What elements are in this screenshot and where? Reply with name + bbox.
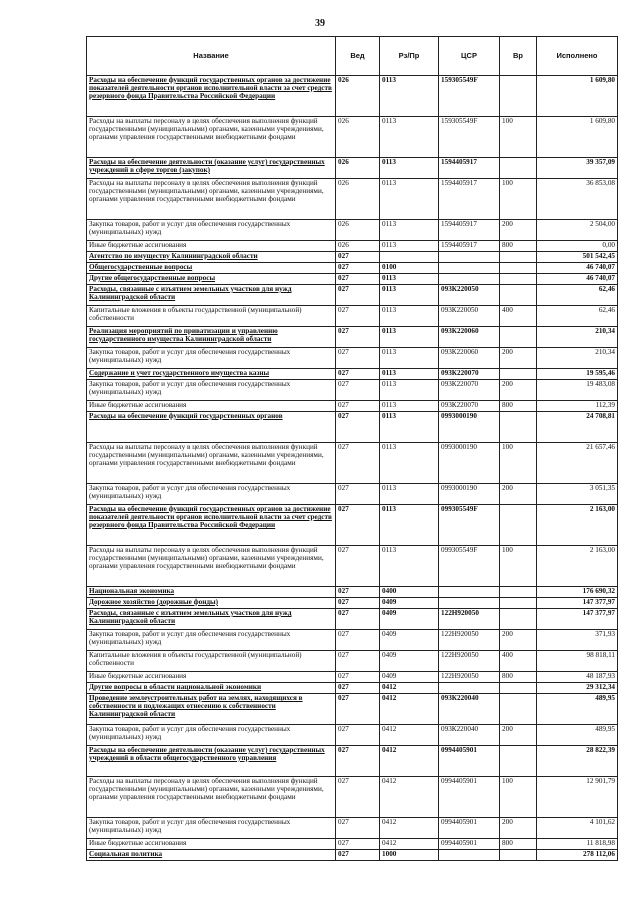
row-csr: 093К220040 xyxy=(439,725,500,746)
row-csr: 1594405917 xyxy=(439,179,500,220)
row-vr: 100 xyxy=(500,179,537,220)
row-name: Расходы на обеспечение функций государственных органов за достижение показателей деятельности органов исполнительной власти за счет средств резервного фонда Правительства Российской Федерации xyxy=(87,505,336,546)
header-amount: Исполнено xyxy=(537,37,618,76)
row-ved: 027 xyxy=(336,839,380,850)
row-ved: 027 xyxy=(336,746,380,777)
row-csr: 159305549F xyxy=(439,76,500,117)
row-ved: 027 xyxy=(336,777,380,818)
row-csr xyxy=(439,598,500,609)
row-name: Расходы на обеспечение деятельности (оказание услуг) государственных учреждений в сфере торгов (закупок) xyxy=(87,158,336,179)
row-name: Закупка товаров, работ и услуг для обеспечения государственных (муниципальных) нужд xyxy=(87,220,336,241)
row-rz: 0400 xyxy=(380,587,439,598)
table-row xyxy=(87,220,618,241)
row-vr xyxy=(500,598,537,609)
row-vr xyxy=(500,746,537,777)
row-rz: 0412 xyxy=(380,777,439,818)
row-amount: 210,34 xyxy=(537,348,618,369)
row-name: Закупка товаров, работ и услуг для обеспечения государственных (муниципальных) нужд xyxy=(87,380,336,401)
row-name: Закупка товаров, работ и услуг для обеспечения государственных (муниципальных) нужд xyxy=(87,818,336,839)
row-amount: 278 112,06 xyxy=(537,850,618,861)
row-amount: 46 740,07 xyxy=(537,274,618,285)
row-csr: 0994405901 xyxy=(439,777,500,818)
row-amount: 489,95 xyxy=(537,694,618,725)
row-amount: 3 051,35 xyxy=(537,484,618,505)
row-amount: 176 690,32 xyxy=(537,587,618,598)
row-csr: 122Н920050 xyxy=(439,651,500,672)
row-csr: 093К220050 xyxy=(439,306,500,327)
table-row xyxy=(87,285,618,306)
row-name: Содержание и учет государственного имущества казны xyxy=(87,369,336,380)
row-ved: 027 xyxy=(336,725,380,746)
row-ved: 027 xyxy=(336,484,380,505)
row-ved: 027 xyxy=(336,327,380,348)
table-row xyxy=(87,725,618,746)
table-row xyxy=(87,263,618,274)
row-rz: 0113 xyxy=(380,484,439,505)
row-name: Закупка товаров, работ и услуг для обеспечения государственных (муниципальных) нужд xyxy=(87,725,336,746)
row-vr xyxy=(500,252,537,263)
row-rz: 0412 xyxy=(380,683,439,694)
row-name: Социальная политика xyxy=(87,850,336,861)
row-amount: 48 187,93 xyxy=(537,672,618,683)
row-ved: 027 xyxy=(336,505,380,546)
row-amount: 39 357,09 xyxy=(537,158,618,179)
row-name: Другие вопросы в области национальной экономики xyxy=(87,683,336,694)
table-row xyxy=(87,327,618,348)
row-rz: 0113 xyxy=(380,117,439,158)
row-csr: 122Н920050 xyxy=(439,630,500,651)
row-csr: 0993000190 xyxy=(439,443,500,484)
table-row xyxy=(87,818,618,839)
row-ved: 027 xyxy=(336,412,380,443)
table-row xyxy=(87,401,618,412)
row-vr xyxy=(500,683,537,694)
row-rz: 1000 xyxy=(380,850,439,861)
row-vr: 800 xyxy=(500,839,537,850)
table-row xyxy=(87,609,618,630)
row-vr xyxy=(500,274,537,285)
row-rz: 0409 xyxy=(380,672,439,683)
row-ved: 027 xyxy=(336,401,380,412)
row-csr xyxy=(439,850,500,861)
row-name: Расходы на обеспечение функций государственных органов за достижение показателей деятельности органов исполнительной власти за счет средств резервного фонда Правительства Российской Федерации xyxy=(87,76,336,117)
row-amount: 112,39 xyxy=(537,401,618,412)
table-row xyxy=(87,598,618,609)
row-vr xyxy=(500,369,537,380)
row-amount: 12 901,79 xyxy=(537,777,618,818)
row-vr: 800 xyxy=(500,401,537,412)
table-row xyxy=(87,241,618,252)
table-row xyxy=(87,117,618,158)
table-row xyxy=(87,651,618,672)
row-vr: 100 xyxy=(500,443,537,484)
row-amount: 2 163,00 xyxy=(537,546,618,587)
row-amount: 1 609,80 xyxy=(537,117,618,158)
row-ved: 026 xyxy=(336,117,380,158)
row-name: Расходы на выплаты персоналу в целях обеспечения выполнения функций государственными (муниципальными) органами, казенными учреждениями, органами управления государственными внебюджетными фондами xyxy=(87,117,336,158)
row-vr xyxy=(500,505,537,546)
row-rz: 0113 xyxy=(380,348,439,369)
row-rz: 0113 xyxy=(380,369,439,380)
table-row xyxy=(87,179,618,220)
row-amount: 29 312,34 xyxy=(537,683,618,694)
row-amount: 2 163,00 xyxy=(537,505,618,546)
table-row xyxy=(87,306,618,327)
row-rz: 0412 xyxy=(380,725,439,746)
table-row xyxy=(87,839,618,850)
table-row xyxy=(87,484,618,505)
row-ved: 027 xyxy=(336,630,380,651)
table-row xyxy=(87,348,618,369)
row-ved: 027 xyxy=(336,274,380,285)
row-amount: 4 101,62 xyxy=(537,818,618,839)
row-amount: 46 740,07 xyxy=(537,263,618,274)
row-name: Расходы на обеспечение деятельности (оказание услуг) государственных учреждений в области общегосударственного управления xyxy=(87,746,336,777)
row-ved: 027 xyxy=(336,818,380,839)
table-row xyxy=(87,412,618,443)
row-csr xyxy=(439,252,500,263)
budget-table xyxy=(86,36,618,861)
row-csr: 0994405901 xyxy=(439,839,500,850)
row-rz: 0113 xyxy=(380,546,439,587)
table-row xyxy=(87,777,618,818)
row-name: Капитальные вложения в объекты государственной (муниципальной) собственности xyxy=(87,651,336,672)
row-csr xyxy=(439,263,500,274)
row-rz: 0100 xyxy=(380,263,439,274)
row-csr: 1594405917 xyxy=(439,220,500,241)
row-amount: 24 708,81 xyxy=(537,412,618,443)
table-row xyxy=(87,746,618,777)
row-ved: 026 xyxy=(336,179,380,220)
row-vr xyxy=(500,850,537,861)
row-csr xyxy=(439,683,500,694)
row-ved: 027 xyxy=(336,694,380,725)
row-csr: 099305549F xyxy=(439,546,500,587)
row-amount: 28 822,39 xyxy=(537,746,618,777)
row-ved: 026 xyxy=(336,220,380,241)
table-row xyxy=(87,694,618,725)
row-vr: 100 xyxy=(500,777,537,818)
row-ved: 027 xyxy=(336,609,380,630)
row-rz: 0113 xyxy=(380,285,439,306)
table-row xyxy=(87,683,618,694)
row-amount: 147 377,97 xyxy=(537,598,618,609)
row-amount: 371,93 xyxy=(537,630,618,651)
table-header-row xyxy=(87,37,618,76)
row-amount: 1 609,80 xyxy=(537,76,618,117)
row-amount: 98 818,11 xyxy=(537,651,618,672)
row-rz: 0113 xyxy=(380,505,439,546)
row-vr: 200 xyxy=(500,818,537,839)
header-name: Название xyxy=(87,37,336,76)
row-rz: 0113 xyxy=(380,443,439,484)
row-csr: 1594405917 xyxy=(439,158,500,179)
row-name: Дорожное хозяйство (дорожные фонды) xyxy=(87,598,336,609)
row-csr: 093К220060 xyxy=(439,327,500,348)
row-ved: 027 xyxy=(336,598,380,609)
row-rz: 0113 xyxy=(380,412,439,443)
row-csr: 093К220050 xyxy=(439,285,500,306)
table-row xyxy=(87,850,618,861)
row-vr: 100 xyxy=(500,117,537,158)
row-name: Расходы, связанные с изъятием земельных участков для нужд Калининградской области xyxy=(87,285,336,306)
header-rz: Рз/Пр xyxy=(380,37,439,76)
row-amount: 19 595,46 xyxy=(537,369,618,380)
row-name: Закупка товаров, работ и услуг для обеспечения государственных (муниципальных) нужд xyxy=(87,484,336,505)
row-vr xyxy=(500,158,537,179)
table-row xyxy=(87,630,618,651)
row-ved: 026 xyxy=(336,158,380,179)
table-body xyxy=(87,76,618,861)
row-ved: 027 xyxy=(336,306,380,327)
row-amount: 36 853,08 xyxy=(537,179,618,220)
table-row xyxy=(87,672,618,683)
row-rz: 0409 xyxy=(380,598,439,609)
row-ved: 027 xyxy=(336,672,380,683)
table-row xyxy=(87,505,618,546)
row-vr: 200 xyxy=(500,484,537,505)
row-name: Национальная экономика xyxy=(87,587,336,598)
row-vr xyxy=(500,76,537,117)
row-ved: 027 xyxy=(336,263,380,274)
row-vr: 400 xyxy=(500,651,537,672)
row-csr: 093К220070 xyxy=(439,380,500,401)
table-row xyxy=(87,380,618,401)
row-vr: 200 xyxy=(500,220,537,241)
row-vr: 400 xyxy=(500,306,537,327)
row-amount: 489,95 xyxy=(537,725,618,746)
row-csr: 122Н920050 xyxy=(439,609,500,630)
table-row xyxy=(87,274,618,285)
row-vr: 800 xyxy=(500,241,537,252)
row-amount: 11 818,98 xyxy=(537,839,618,850)
row-name: Расходы, связанные с изъятием земельных участков для нужд Калининградской области xyxy=(87,609,336,630)
row-rz: 0412 xyxy=(380,818,439,839)
row-vr xyxy=(500,587,537,598)
row-ved: 027 xyxy=(336,546,380,587)
table-row xyxy=(87,587,618,598)
row-name: Расходы на обеспечение функций государственных органов xyxy=(87,412,336,443)
row-rz: 0409 xyxy=(380,651,439,672)
row-rz: 0113 xyxy=(380,179,439,220)
row-vr: 200 xyxy=(500,348,537,369)
row-name: Общегосударственные вопросы xyxy=(87,263,336,274)
row-csr: 0993000190 xyxy=(439,484,500,505)
row-name: Закупка товаров, работ и услуг для обеспечения государственных (муниципальных) нужд xyxy=(87,348,336,369)
row-vr: 200 xyxy=(500,630,537,651)
row-name: Расходы на выплаты персоналу в целях обеспечения выполнения функций государственными (муниципальными) органами, казенными учреждениями, органами управления государственными внебюджетными фондами xyxy=(87,179,336,220)
table-row xyxy=(87,546,618,587)
row-rz: 0113 xyxy=(380,274,439,285)
row-rz: 0113 xyxy=(380,380,439,401)
row-amount: 501 542,45 xyxy=(537,252,618,263)
row-vr xyxy=(500,285,537,306)
row-amount: 0,00 xyxy=(537,241,618,252)
row-vr xyxy=(500,609,537,630)
row-vr: 100 xyxy=(500,546,537,587)
row-csr: 093К220070 xyxy=(439,369,500,380)
row-rz: 0412 xyxy=(380,694,439,725)
row-name: Иные бюджетные ассигнования xyxy=(87,241,336,252)
row-csr: 093К220060 xyxy=(439,348,500,369)
row-rz: 0113 xyxy=(380,158,439,179)
row-name: Иные бюджетные ассигнования xyxy=(87,401,336,412)
row-ved: 027 xyxy=(336,683,380,694)
row-name: Закупка товаров, работ и услуг для обеспечения государственных (муниципальных) нужд xyxy=(87,630,336,651)
table-row xyxy=(87,76,618,117)
row-vr: 200 xyxy=(500,725,537,746)
row-rz: 0409 xyxy=(380,630,439,651)
row-csr: 099305549F xyxy=(439,505,500,546)
row-name: Проведение землеустроительных работ на землях, находящихся в собственности и подлежащих отнесению к собственности Калининградской области xyxy=(87,694,336,725)
row-ved: 027 xyxy=(336,380,380,401)
row-name: Иные бюджетные ассигнования xyxy=(87,672,336,683)
row-name: Капитальные вложения в объекты государственной (муниципальной) собственности xyxy=(87,306,336,327)
row-csr: 1594405917 xyxy=(439,241,500,252)
row-name: Расходы на выплаты персоналу в целях обеспечения выполнения функций государственными (муниципальными) органами, казенными учреждениями, органами управления государственными внебюджетными фондами xyxy=(87,777,336,818)
row-name: Иные бюджетные ассигнования xyxy=(87,839,336,850)
row-vr xyxy=(500,694,537,725)
row-ved: 027 xyxy=(336,369,380,380)
row-csr: 0994405901 xyxy=(439,818,500,839)
row-ved: 027 xyxy=(336,348,380,369)
row-vr xyxy=(500,327,537,348)
row-amount: 2 504,00 xyxy=(537,220,618,241)
row-rz: 0113 xyxy=(380,241,439,252)
table-row xyxy=(87,252,618,263)
row-csr xyxy=(439,274,500,285)
row-ved: 027 xyxy=(336,651,380,672)
row-rz: 0113 xyxy=(380,401,439,412)
row-csr: 122Н920050 xyxy=(439,672,500,683)
row-vr xyxy=(500,412,537,443)
row-rz: 0409 xyxy=(380,609,439,630)
row-name: Расходы на выплаты персоналу в целях обеспечения выполнения функций государственными (муниципальными) органами, казенными учреждениями, органами управления государственными внебюджетными фондами xyxy=(87,443,336,484)
row-ved: 027 xyxy=(336,285,380,306)
row-csr: 0993000190 xyxy=(439,412,500,443)
table-row xyxy=(87,158,618,179)
row-ved: 027 xyxy=(336,252,380,263)
row-vr: 200 xyxy=(500,380,537,401)
row-vr xyxy=(500,263,537,274)
row-name: Агентство по имуществу Калининградской области xyxy=(87,252,336,263)
row-rz: 0113 xyxy=(380,327,439,348)
row-ved: 027 xyxy=(336,850,380,861)
row-ved: 026 xyxy=(336,241,380,252)
header-vr: Вр xyxy=(500,37,537,76)
row-csr: 159305549F xyxy=(439,117,500,158)
row-name: Реализация мероприятий по приватизации и управлению государственного имущества Калининградской области xyxy=(87,327,336,348)
row-rz xyxy=(380,252,439,263)
row-csr: 0994405901 xyxy=(439,746,500,777)
row-ved: 027 xyxy=(336,587,380,598)
row-ved: 027 xyxy=(336,443,380,484)
header-ved: Вед xyxy=(336,37,380,76)
row-csr xyxy=(439,587,500,598)
row-rz: 0412 xyxy=(380,839,439,850)
row-name: Расходы на выплаты персоналу в целях обеспечения выполнения функций государственными (муниципальными) органами, казенными учреждениями, органами управления государственными внебюджетными фондами xyxy=(87,546,336,587)
row-amount: 62,46 xyxy=(537,306,618,327)
row-name: Другие общегосударственные вопросы xyxy=(87,274,336,285)
row-rz: 0113 xyxy=(380,220,439,241)
page-number: 39 xyxy=(315,18,325,29)
row-rz: 0113 xyxy=(380,306,439,327)
row-amount: 62,46 xyxy=(537,285,618,306)
table-row xyxy=(87,443,618,484)
row-vr: 800 xyxy=(500,672,537,683)
row-csr: 093К220040 xyxy=(439,694,500,725)
row-rz: 0412 xyxy=(380,746,439,777)
header-csr: ЦСР xyxy=(439,37,500,76)
row-rz: 0113 xyxy=(380,76,439,117)
row-amount: 19 483,08 xyxy=(537,380,618,401)
table-row xyxy=(87,369,618,380)
row-ved: 026 xyxy=(336,76,380,117)
row-amount: 21 657,46 xyxy=(537,443,618,484)
row-csr: 093К220070 xyxy=(439,401,500,412)
row-amount: 210,34 xyxy=(537,327,618,348)
row-amount: 147 377,97 xyxy=(537,609,618,630)
